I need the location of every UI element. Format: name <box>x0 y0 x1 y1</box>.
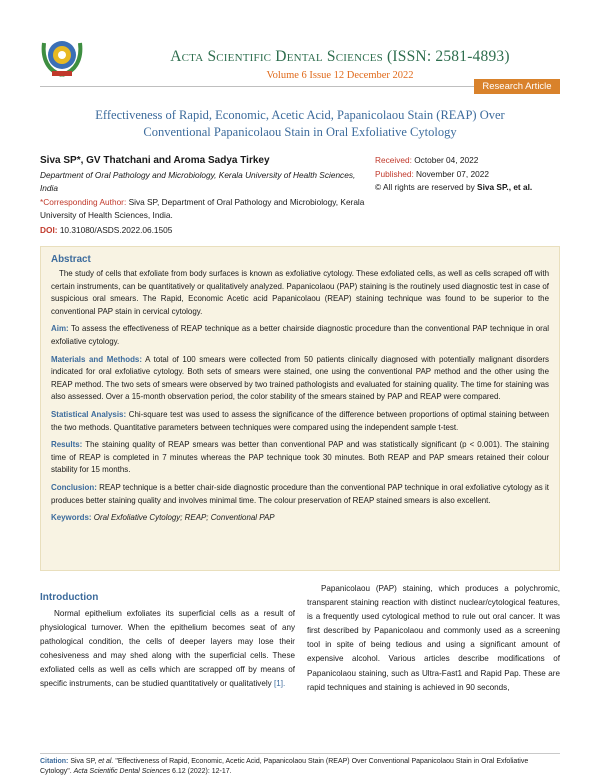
abstract-intro: The study of cells that exfoliate from body surfaces is known as exfoliative cytology. These exfoliated cells, as well as cells scraped off with certain instruments, can be quantitatively or qualitatively analyzed. Papanicolaou (PAP) staining is the routinely used diagnostic test in case of suspicious oral smears. The Rapid, Economic Acetic acid Papanicolaou (REAP) staining technique was found to be superior to the conventional PAP stain in cervical cytology. <box>51 269 549 316</box>
journal-title: Acta Scientific Dental Sciences (ISSN: 2581-4893) <box>170 48 510 65</box>
abstract-methods: Materials and Methods: A total of 100 smears were collected from 50 patients clinically diagnosed with potentially malignant disorders indicated for oral exfoliative cytology. Both sets of smears were stained, one using the conventional PAP method and the other using the REAP method. The two sets of smears were observed by two trained pathologists and evaluated for staining quality. The time for staining was also assessed. Over a 15-month observation period, the color stability of the smears stained by PAP and REAP were compared. <box>51 354 549 402</box>
introduction-right-column: Papanicolaou (PAP) staining, which produces a polychromic, transparent staining reaction with distinct nuclear/cytological features, is a frequently used cytological method to rule out oral cancer. It was first described by Papanicolaou and commonly used as a screening tool in spite of being tedious and using a significant amount of expensive alcohol. Various articles describe modifications of Papanicolaou staining, such as Ultra-Fast1 and Rapid Pap. These are rapid techniques and staining is achieved in 90 seconds, <box>307 584 560 692</box>
abstract-results: Results: The staining quality of REAP smears was better than conventional PAP and was statistically significant (p < 0.001). The staining time of REAP is completed in 7 minutes whereas the PAP technique took 30 minutes. Both REAP and PAP smears retained their colour stability for 15 months. <box>51 440 549 475</box>
footer-divider <box>40 753 560 754</box>
reference-link[interactable]: [1]. <box>273 679 286 689</box>
article-title-line-1: Effectiveness of Rapid, Economic, Acetic Acid, Papanicolaou Stain (REAP) Over <box>95 108 505 122</box>
article-title <box>70 107 530 140</box>
abstract-aim: Aim: To assess the effectiveness of REAP technique as a better chairside diagnostic procedure than the conventional PAP technique in oral exfoliative cytology. <box>51 324 549 346</box>
abstract-conclusion: Conclusion: REAP technique is a better chair-side diagnostic procedure than the conventional PAP technique in oral exfoliative cytology as it produces better staining quality and involves minimal time. The colour preservation of REAP stained smears is also excellent. <box>51 482 549 505</box>
copyright-notice: © All rights are reserved by Siva SP., et al. <box>375 182 533 192</box>
citation-label: Citation: <box>40 758 69 765</box>
authors: Siva SP*, GV Thatchani and Aroma Sadya Tirkey <box>40 155 270 166</box>
introduction-heading: Introduction <box>40 592 99 603</box>
abstract-box <box>40 246 560 571</box>
introduction-left-column: Normal epithelium exfoliates its superficial cells as a result of physiological turnover. When the epithelium becomes seat of any pathological condition, the cells of deeper layers may lose their cohesiveness and may shed along with the superficial cells. These exfoliated cells as well as cells which are scrapped off by means of specific instruments, can be studied quantitatively or qualitatively [1]. <box>40 609 295 689</box>
volume-issue: Volume 6 Issue 12 December 2022 <box>266 70 414 81</box>
doi <box>40 225 172 235</box>
publication-dates <box>375 154 555 195</box>
abstract-heading: Abstract <box>51 254 91 265</box>
received-date: Received: October 04, 2022 <box>375 155 479 165</box>
abstract-keywords: Keywords: Oral Exfoliative Cytology; REAP; Conventional PAP <box>51 513 275 523</box>
citation: Citation: Siva SP, et al. "Effectiveness of Rapid, Economic, Acetic Acid, Papanicolaou Stain (REAP) Over Conventional Papanicolaou Stain in Oral Exfoliative Cytology". Acta Scientific Dental Sciences 6.12 (2022): 12-17. <box>40 758 529 775</box>
journal-logo <box>38 33 86 79</box>
doi-label: DOI: <box>40 225 58 235</box>
corresponding-author <box>40 196 370 222</box>
affiliation: Department of Oral Pathology and Microbiology, Kerala University of Health Sciences, India <box>40 170 356 193</box>
corresponding-author-text: Siva SP, Department of Oral Pathology and Microbiology, Kerala University of Health Sciences, India. <box>40 197 365 220</box>
article-type-badge: Research Article <box>474 79 560 94</box>
doi-value[interactable]: 10.31080/ASDS.2022.06.1505 <box>57 225 173 235</box>
published-date: Published: November 07, 2022 <box>375 168 489 179</box>
article-title-line-2: Conventional Papanicolaou Stain in Oral Exfoliative Cytology <box>143 124 457 139</box>
abstract-statistics: Statistical Analysis: Chi-square test was used to assess the significance of the difference between proportions of optimal staining between the two methods. Quantitative parameters between techniques were compared using the independent sample t-test. <box>51 409 549 432</box>
corresponding-author-label: *Corresponding Author: <box>40 197 127 207</box>
